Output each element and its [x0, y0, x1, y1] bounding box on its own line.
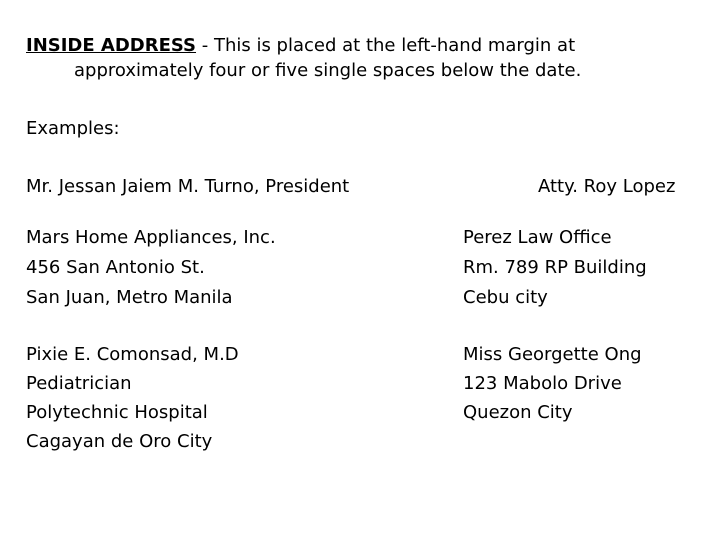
- address-3-name: Pixie E. Comonsad, M.D: [26, 344, 239, 365]
- address-2-city: Cebu city: [463, 287, 548, 308]
- section-description: - This is placed at the left-hand margin at: [196, 35, 576, 56]
- address-3-company: Polytechnic Hospital: [26, 402, 208, 423]
- address-1-street: 456 San Antonio St.: [26, 257, 205, 278]
- address-2-name: Atty. Roy Lopez: [538, 176, 676, 197]
- address-1-city: San Juan, Metro Manila: [26, 287, 233, 308]
- address-3-city: Cagayan de Oro City: [26, 431, 213, 452]
- address-4-street: 123 Mabolo Drive: [463, 373, 622, 394]
- examples-label: Examples:: [26, 118, 120, 139]
- address-4-name: Miss Georgette Ong: [463, 344, 642, 365]
- intro-line-1: [26, 34, 575, 58]
- address-4-city: Quezon City: [463, 402, 573, 423]
- address-2-company: Perez Law Office: [463, 227, 612, 248]
- section-description-continued: approximately four or five single spaces below the date.: [74, 60, 582, 81]
- address-1-company: Mars Home Appliances, Inc.: [26, 227, 276, 248]
- section-heading: INSIDE ADDRESS: [26, 35, 197, 56]
- address-1-name: Mr. Jessan Jaiem M. Turno, President: [26, 176, 350, 197]
- address-2-street: Rm. 789 RP Building: [463, 257, 647, 278]
- address-3-title: Pediatrician: [26, 373, 132, 394]
